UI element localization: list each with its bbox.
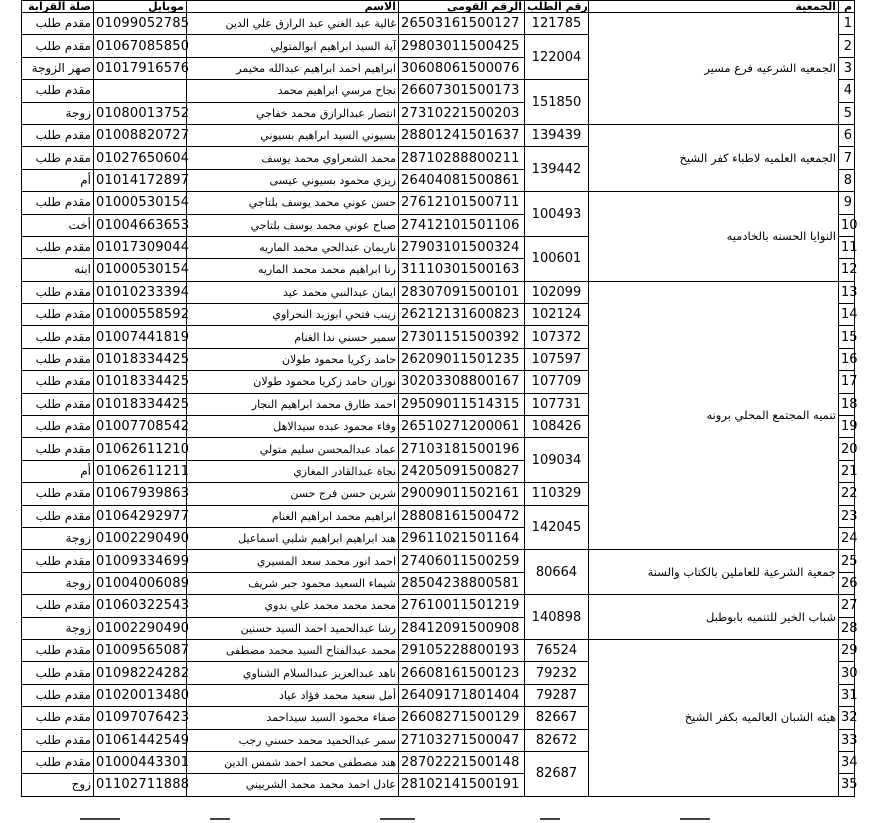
mobile-cell: 01102711888 bbox=[94, 774, 187, 796]
name-cell: شيماء السعيد محمود جبر شريف bbox=[187, 572, 399, 594]
request-no-cell: 140898 bbox=[525, 595, 589, 640]
kinship-cell: أم bbox=[22, 460, 94, 482]
row-index-cell: 16 bbox=[839, 348, 855, 370]
mobile-cell: 01000443301 bbox=[94, 751, 187, 773]
request-no-cell: 122004 bbox=[525, 35, 589, 80]
name-cell: ابراهيم محمد ابراهيم الغنام bbox=[187, 505, 399, 527]
name-cell: حامد زكريا محمود طولان bbox=[187, 348, 399, 370]
request-no-cell: 121785 bbox=[525, 13, 589, 35]
beneficiaries-sheet bbox=[21, 0, 858, 797]
mobile-cell: 01007441819 bbox=[94, 326, 187, 348]
header-mobile: موبايل bbox=[94, 1, 187, 13]
row-index-cell: 24 bbox=[839, 527, 855, 549]
kinship-cell: أم bbox=[22, 169, 94, 191]
kinship-cell: ابنه bbox=[22, 259, 94, 281]
kinship-cell: مقدم طلب bbox=[22, 304, 94, 326]
mobile-cell: 01002290490 bbox=[94, 527, 187, 549]
table-row bbox=[22, 124, 855, 146]
row-index-cell: 7 bbox=[839, 147, 855, 169]
request-no-cell: 107709 bbox=[525, 371, 589, 393]
row-index-cell: 17 bbox=[839, 371, 855, 393]
kinship-cell: مقدم طلب bbox=[22, 416, 94, 438]
row-index-cell: 33 bbox=[839, 729, 855, 751]
name-cell: سمير حسني ندا الغنام bbox=[187, 326, 399, 348]
row-index-cell: 25 bbox=[839, 550, 855, 572]
mobile-cell: 01008820727 bbox=[94, 124, 187, 146]
row-index-cell: 2 bbox=[839, 35, 855, 57]
national-id-cell: 27903101500324 bbox=[399, 236, 525, 258]
row-index-cell: 5 bbox=[839, 102, 855, 124]
national-id-cell: 28307091500101 bbox=[399, 281, 525, 303]
association-cell: هيئه الشبان العالميه بكفر الشيخ bbox=[589, 639, 839, 796]
row-index-cell: 30 bbox=[839, 662, 855, 684]
row-index-cell: 32 bbox=[839, 707, 855, 729]
request-no-cell: 79232 bbox=[525, 662, 589, 684]
row-index-cell: 19 bbox=[839, 416, 855, 438]
mobile-cell: 01018334425 bbox=[94, 371, 187, 393]
national-id-cell: 26608271500129 bbox=[399, 707, 525, 729]
kinship-cell: زوجة bbox=[22, 527, 94, 549]
name-cell: انتصار عبدالرازق محمد خفاجي bbox=[187, 102, 399, 124]
association-cell: الجمعيه الشرعيه فرع مسير bbox=[589, 13, 839, 125]
national-id-cell: 29009011502161 bbox=[399, 483, 525, 505]
name-cell: أمل سعيد محمد فؤاد عياد bbox=[187, 684, 399, 706]
name-cell: احمد طارق محمد ابراهيم النجار bbox=[187, 393, 399, 415]
national-id-cell: 27103271500047 bbox=[399, 729, 525, 751]
row-index-cell: 12 bbox=[839, 259, 855, 281]
kinship-cell: مقدم طلب bbox=[22, 80, 94, 102]
national-id-cell: 26209011501235 bbox=[399, 348, 525, 370]
request-no-cell: 76524 bbox=[525, 639, 589, 661]
national-id-cell: 26510271200061 bbox=[399, 416, 525, 438]
mobile-cell: 01009334699 bbox=[94, 550, 187, 572]
request-no-cell: 82687 bbox=[525, 751, 589, 796]
request-no-cell: 82672 bbox=[525, 729, 589, 751]
national-id-cell: 27301151500392 bbox=[399, 326, 525, 348]
mobile-cell: 01061442549 bbox=[94, 729, 187, 751]
national-id-cell: 28808161500472 bbox=[399, 505, 525, 527]
name-cell: عادل احمد محمد محمد الشربيني bbox=[187, 774, 399, 796]
association-cell: النوايا الحسنه بالخادميه bbox=[589, 192, 839, 282]
national-id-cell: 27406011500259 bbox=[399, 550, 525, 572]
mobile-cell: 01000530154 bbox=[94, 259, 187, 281]
header-index: م bbox=[839, 1, 855, 13]
kinship-cell: مقدم طلب bbox=[22, 124, 94, 146]
name-cell: غالية عبد الغني عبد الرازق علي الدين bbox=[187, 13, 399, 35]
beneficiaries-table bbox=[21, 0, 858, 797]
name-cell: شرين حسن فرج حسن bbox=[187, 483, 399, 505]
kinship-cell: زوجة bbox=[22, 572, 94, 594]
row-index-cell: 35 bbox=[839, 774, 855, 796]
kinship-cell: زوجة bbox=[22, 102, 94, 124]
row-index-cell: 1 bbox=[839, 13, 855, 35]
national-id-cell: 29105228800193 bbox=[399, 639, 525, 661]
national-id-cell: 24205091500827 bbox=[399, 460, 525, 482]
national-id-cell: 30203308800167 bbox=[399, 371, 525, 393]
row-index-cell: 6 bbox=[839, 124, 855, 146]
national-id-cell: 29509011514315 bbox=[399, 393, 525, 415]
kinship-cell: أخت bbox=[22, 214, 94, 236]
request-no-cell: 102124 bbox=[525, 304, 589, 326]
association-cell: الجمعيه العلميه لاطباء كفر الشيخ bbox=[589, 124, 839, 191]
mobile-cell: 01004663653 bbox=[94, 214, 187, 236]
national-id-cell: 28702221500148 bbox=[399, 751, 525, 773]
kinship-cell: مقدم طلب bbox=[22, 35, 94, 57]
national-id-cell: 28710288800211 bbox=[399, 147, 525, 169]
request-no-cell: 107372 bbox=[525, 326, 589, 348]
kinship-cell: صهر الزوجة bbox=[22, 57, 94, 79]
row-index-cell: 4 bbox=[839, 80, 855, 102]
mobile-cell: 01062611210 bbox=[94, 438, 187, 460]
table-row bbox=[22, 281, 855, 303]
mobile-cell: 01080013752 bbox=[94, 102, 187, 124]
national-id-cell: 27612101500711 bbox=[399, 192, 525, 214]
mobile-cell: 01010233394 bbox=[94, 281, 187, 303]
national-id-cell: 31110301500163 bbox=[399, 259, 525, 281]
row-index-cell: 18 bbox=[839, 393, 855, 415]
row-index-cell: 9 bbox=[839, 192, 855, 214]
national-id-cell: 27412101501106 bbox=[399, 214, 525, 236]
mobile-cell: 01002290490 bbox=[94, 617, 187, 639]
table-row bbox=[22, 639, 855, 661]
name-cell: رشا عبدالحميد احمد السيد حسنين bbox=[187, 617, 399, 639]
request-no-cell: 100601 bbox=[525, 236, 589, 281]
kinship-cell: مقدم طلب bbox=[22, 281, 94, 303]
request-no-cell: 110329 bbox=[525, 483, 589, 505]
kinship-cell: مقدم طلب bbox=[22, 707, 94, 729]
row-index-cell: 13 bbox=[839, 281, 855, 303]
request-no-cell: 108426 bbox=[525, 416, 589, 438]
kinship-cell: مقدم طلب bbox=[22, 438, 94, 460]
mobile-cell: 01060322543 bbox=[94, 595, 187, 617]
request-no-cell: 142045 bbox=[525, 505, 589, 550]
name-cell: ايمان عبدالنبي محمد عيد bbox=[187, 281, 399, 303]
national-id-cell: 27103181500196 bbox=[399, 438, 525, 460]
name-cell: نجاح مرسي ابراهيم محمد bbox=[187, 80, 399, 102]
national-id-cell: 26409171801404 bbox=[399, 684, 525, 706]
request-no-cell: 107731 bbox=[525, 393, 589, 415]
kinship-cell: مقدم طلب bbox=[22, 192, 94, 214]
mobile-cell: 01018334425 bbox=[94, 393, 187, 415]
kinship-cell: مقدم طلب bbox=[22, 13, 94, 35]
header-association: الجمعية bbox=[589, 1, 839, 13]
mobile-cell: 01007708542 bbox=[94, 416, 187, 438]
kinship-cell: مقدم طلب bbox=[22, 371, 94, 393]
name-cell: ابراهيم احمد ابراهيم عبدالله مخيمر bbox=[187, 57, 399, 79]
header-name: الاسم bbox=[187, 1, 399, 13]
kinship-cell: مقدم طلب bbox=[22, 236, 94, 258]
kinship-cell: مقدم طلب bbox=[22, 639, 94, 661]
name-cell: رنا ابراهيم محمد محمد الماريه bbox=[187, 259, 399, 281]
kinship-cell: مقدم طلب bbox=[22, 729, 94, 751]
request-no-cell: 102099 bbox=[525, 281, 589, 303]
mobile-cell: 01097076423 bbox=[94, 707, 187, 729]
mobile-cell: 01064292977 bbox=[94, 505, 187, 527]
national-id-cell: 29803011500425 bbox=[399, 35, 525, 57]
national-id-cell: 29611021501164 bbox=[399, 527, 525, 549]
kinship-cell: مقدم طلب bbox=[22, 326, 94, 348]
name-cell: بسيوني السيد ابراهيم بسيوني bbox=[187, 124, 399, 146]
mobile-cell: 01014172897 bbox=[94, 169, 187, 191]
kinship-cell: مقدم طلب bbox=[22, 550, 94, 572]
name-cell: حسن عوني محمد يوسف بلتاجي bbox=[187, 192, 399, 214]
kinship-cell: مقدم طلب bbox=[22, 393, 94, 415]
national-id-cell: 28504238800581 bbox=[399, 572, 525, 594]
row-index-cell: 22 bbox=[839, 483, 855, 505]
name-cell: ناريمان عبدالحي محمد الماريه bbox=[187, 236, 399, 258]
association-cell: جمعية الشرعية للعاملين بالكتاب والسنة bbox=[589, 550, 839, 595]
mobile-cell: 01062611211 bbox=[94, 460, 187, 482]
name-cell: سمر عبدالحميد محمد حسني رجب bbox=[187, 729, 399, 751]
row-index-cell: 8 bbox=[839, 169, 855, 191]
row-index-cell: 31 bbox=[839, 684, 855, 706]
name-cell: آية السيد ابراهيم ابوالمتولي bbox=[187, 35, 399, 57]
request-no-cell: 100493 bbox=[525, 192, 589, 237]
request-no-cell: 107597 bbox=[525, 348, 589, 370]
mobile-cell: 01017309044 bbox=[94, 236, 187, 258]
table-row bbox=[22, 595, 855, 617]
request-no-cell: 139439 bbox=[525, 124, 589, 146]
name-cell: زيزي محمود بسيوني عيسى bbox=[187, 169, 399, 191]
mobile-cell: 01017916576 bbox=[94, 57, 187, 79]
row-index-cell: 28 bbox=[839, 617, 855, 639]
row-index-cell: 26 bbox=[839, 572, 855, 594]
mobile-cell: 01004006089 bbox=[94, 572, 187, 594]
kinship-cell: مقدم طلب bbox=[22, 595, 94, 617]
row-index-cell: 27 bbox=[839, 595, 855, 617]
name-cell: نجاة عبدالقادر المغازي bbox=[187, 460, 399, 482]
national-id-cell: 28102141500191 bbox=[399, 774, 525, 796]
row-index-cell: 21 bbox=[839, 460, 855, 482]
name-cell: احمد انور محمد سعد المسيري bbox=[187, 550, 399, 572]
mobile-cell: 01098224282 bbox=[94, 662, 187, 684]
kinship-cell: مقدم طلب bbox=[22, 662, 94, 684]
national-id-cell: 26608161500123 bbox=[399, 662, 525, 684]
mobile-cell: 01009565087 bbox=[94, 639, 187, 661]
mobile-cell: 01018334425 bbox=[94, 348, 187, 370]
request-no-cell: 79287 bbox=[525, 684, 589, 706]
kinship-cell: مقدم طلب bbox=[22, 751, 94, 773]
mobile-cell: 01067085850 bbox=[94, 35, 187, 57]
name-cell: هند ابراهيم ابراهيم شلبي اسماعيل bbox=[187, 527, 399, 549]
national-id-cell: 26212131600823 bbox=[399, 304, 525, 326]
request-no-cell: 80664 bbox=[525, 550, 589, 595]
name-cell: هند مصطفى محمد احمد شمس الدين bbox=[187, 751, 399, 773]
national-id-cell: 26503161500127 bbox=[399, 13, 525, 35]
national-id-cell: 28801241501637 bbox=[399, 124, 525, 146]
kinship-cell: زوج bbox=[22, 774, 94, 796]
national-id-cell: 26607301500173 bbox=[399, 80, 525, 102]
name-cell: عماد عبدالمحسن سليم متولي bbox=[187, 438, 399, 460]
header-kinship: صلة القرابة bbox=[22, 1, 94, 13]
table-row bbox=[22, 192, 855, 214]
name-cell: محمد محمد محمد علي بدوي bbox=[187, 595, 399, 617]
kinship-cell: مقدم طلب bbox=[22, 147, 94, 169]
kinship-cell: مقدم طلب bbox=[22, 483, 94, 505]
name-cell: ناهد عبدالعزيز عبدالسلام الشناوي bbox=[187, 662, 399, 684]
header-national-id: الرقم القومي bbox=[399, 1, 525, 13]
header-request-no: رقم الطلب bbox=[525, 1, 589, 13]
request-no-cell: 151850 bbox=[525, 80, 589, 125]
mobile-cell: 01099052785 bbox=[94, 13, 187, 35]
kinship-cell: مقدم طلب bbox=[22, 684, 94, 706]
association-cell: تنميه المجتمع المحلي برونه bbox=[589, 281, 839, 550]
kinship-cell: مقدم طلب bbox=[22, 505, 94, 527]
row-index-cell: 3 bbox=[839, 57, 855, 79]
row-index-cell: 29 bbox=[839, 639, 855, 661]
row-index-cell: 15 bbox=[839, 326, 855, 348]
name-cell: نوران حامد زكريا محمود طولان bbox=[187, 371, 399, 393]
kinship-cell: زوجة bbox=[22, 617, 94, 639]
mobile-cell: 01027650604 bbox=[94, 147, 187, 169]
name-cell: صفاء محمود السيد سيداحمد bbox=[187, 707, 399, 729]
row-index-cell: 14 bbox=[839, 304, 855, 326]
name-cell: وفاء محمود عبده سيدالاهل bbox=[187, 416, 399, 438]
mobile-cell bbox=[94, 80, 187, 102]
request-no-cell: 109034 bbox=[525, 438, 589, 483]
national-id-cell: 30608061500076 bbox=[399, 57, 525, 79]
name-cell: صباح عوني محمد يوسف بلتاجي bbox=[187, 214, 399, 236]
name-cell: محمد الشعراوي محمد يوسف bbox=[187, 147, 399, 169]
kinship-cell: مقدم طلب bbox=[22, 348, 94, 370]
national-id-cell: 28412091500908 bbox=[399, 617, 525, 639]
row-index-cell: 20 bbox=[839, 438, 855, 460]
header-row bbox=[22, 1, 855, 13]
cut-off-next-line bbox=[80, 814, 780, 823]
name-cell: زينب فتحي ابوزيد النحراوي bbox=[187, 304, 399, 326]
national-id-cell: 27310221500203 bbox=[399, 102, 525, 124]
mobile-cell: 01000558592 bbox=[94, 304, 187, 326]
row-index-cell: 11 bbox=[839, 236, 855, 258]
association-cell: شباب الخير للتنميه بابوطبل bbox=[589, 595, 839, 640]
row-index-cell: 23 bbox=[839, 505, 855, 527]
mobile-cell: 01067939863 bbox=[94, 483, 187, 505]
row-index-cell: 10 bbox=[839, 214, 855, 236]
table-row bbox=[22, 13, 855, 35]
table-body bbox=[22, 13, 858, 797]
mobile-cell: 01020013480 bbox=[94, 684, 187, 706]
table-row bbox=[22, 550, 855, 572]
national-id-cell: 26404081500861 bbox=[399, 169, 525, 191]
row-index-cell: 34 bbox=[839, 751, 855, 773]
national-id-cell: 27610011501219 bbox=[399, 595, 525, 617]
request-no-cell: 139442 bbox=[525, 147, 589, 192]
mobile-cell: 01000530154 bbox=[94, 192, 187, 214]
request-no-cell: 82667 bbox=[525, 707, 589, 729]
name-cell: محمد عبدالفتاح السيد محمد مصطفى bbox=[187, 639, 399, 661]
